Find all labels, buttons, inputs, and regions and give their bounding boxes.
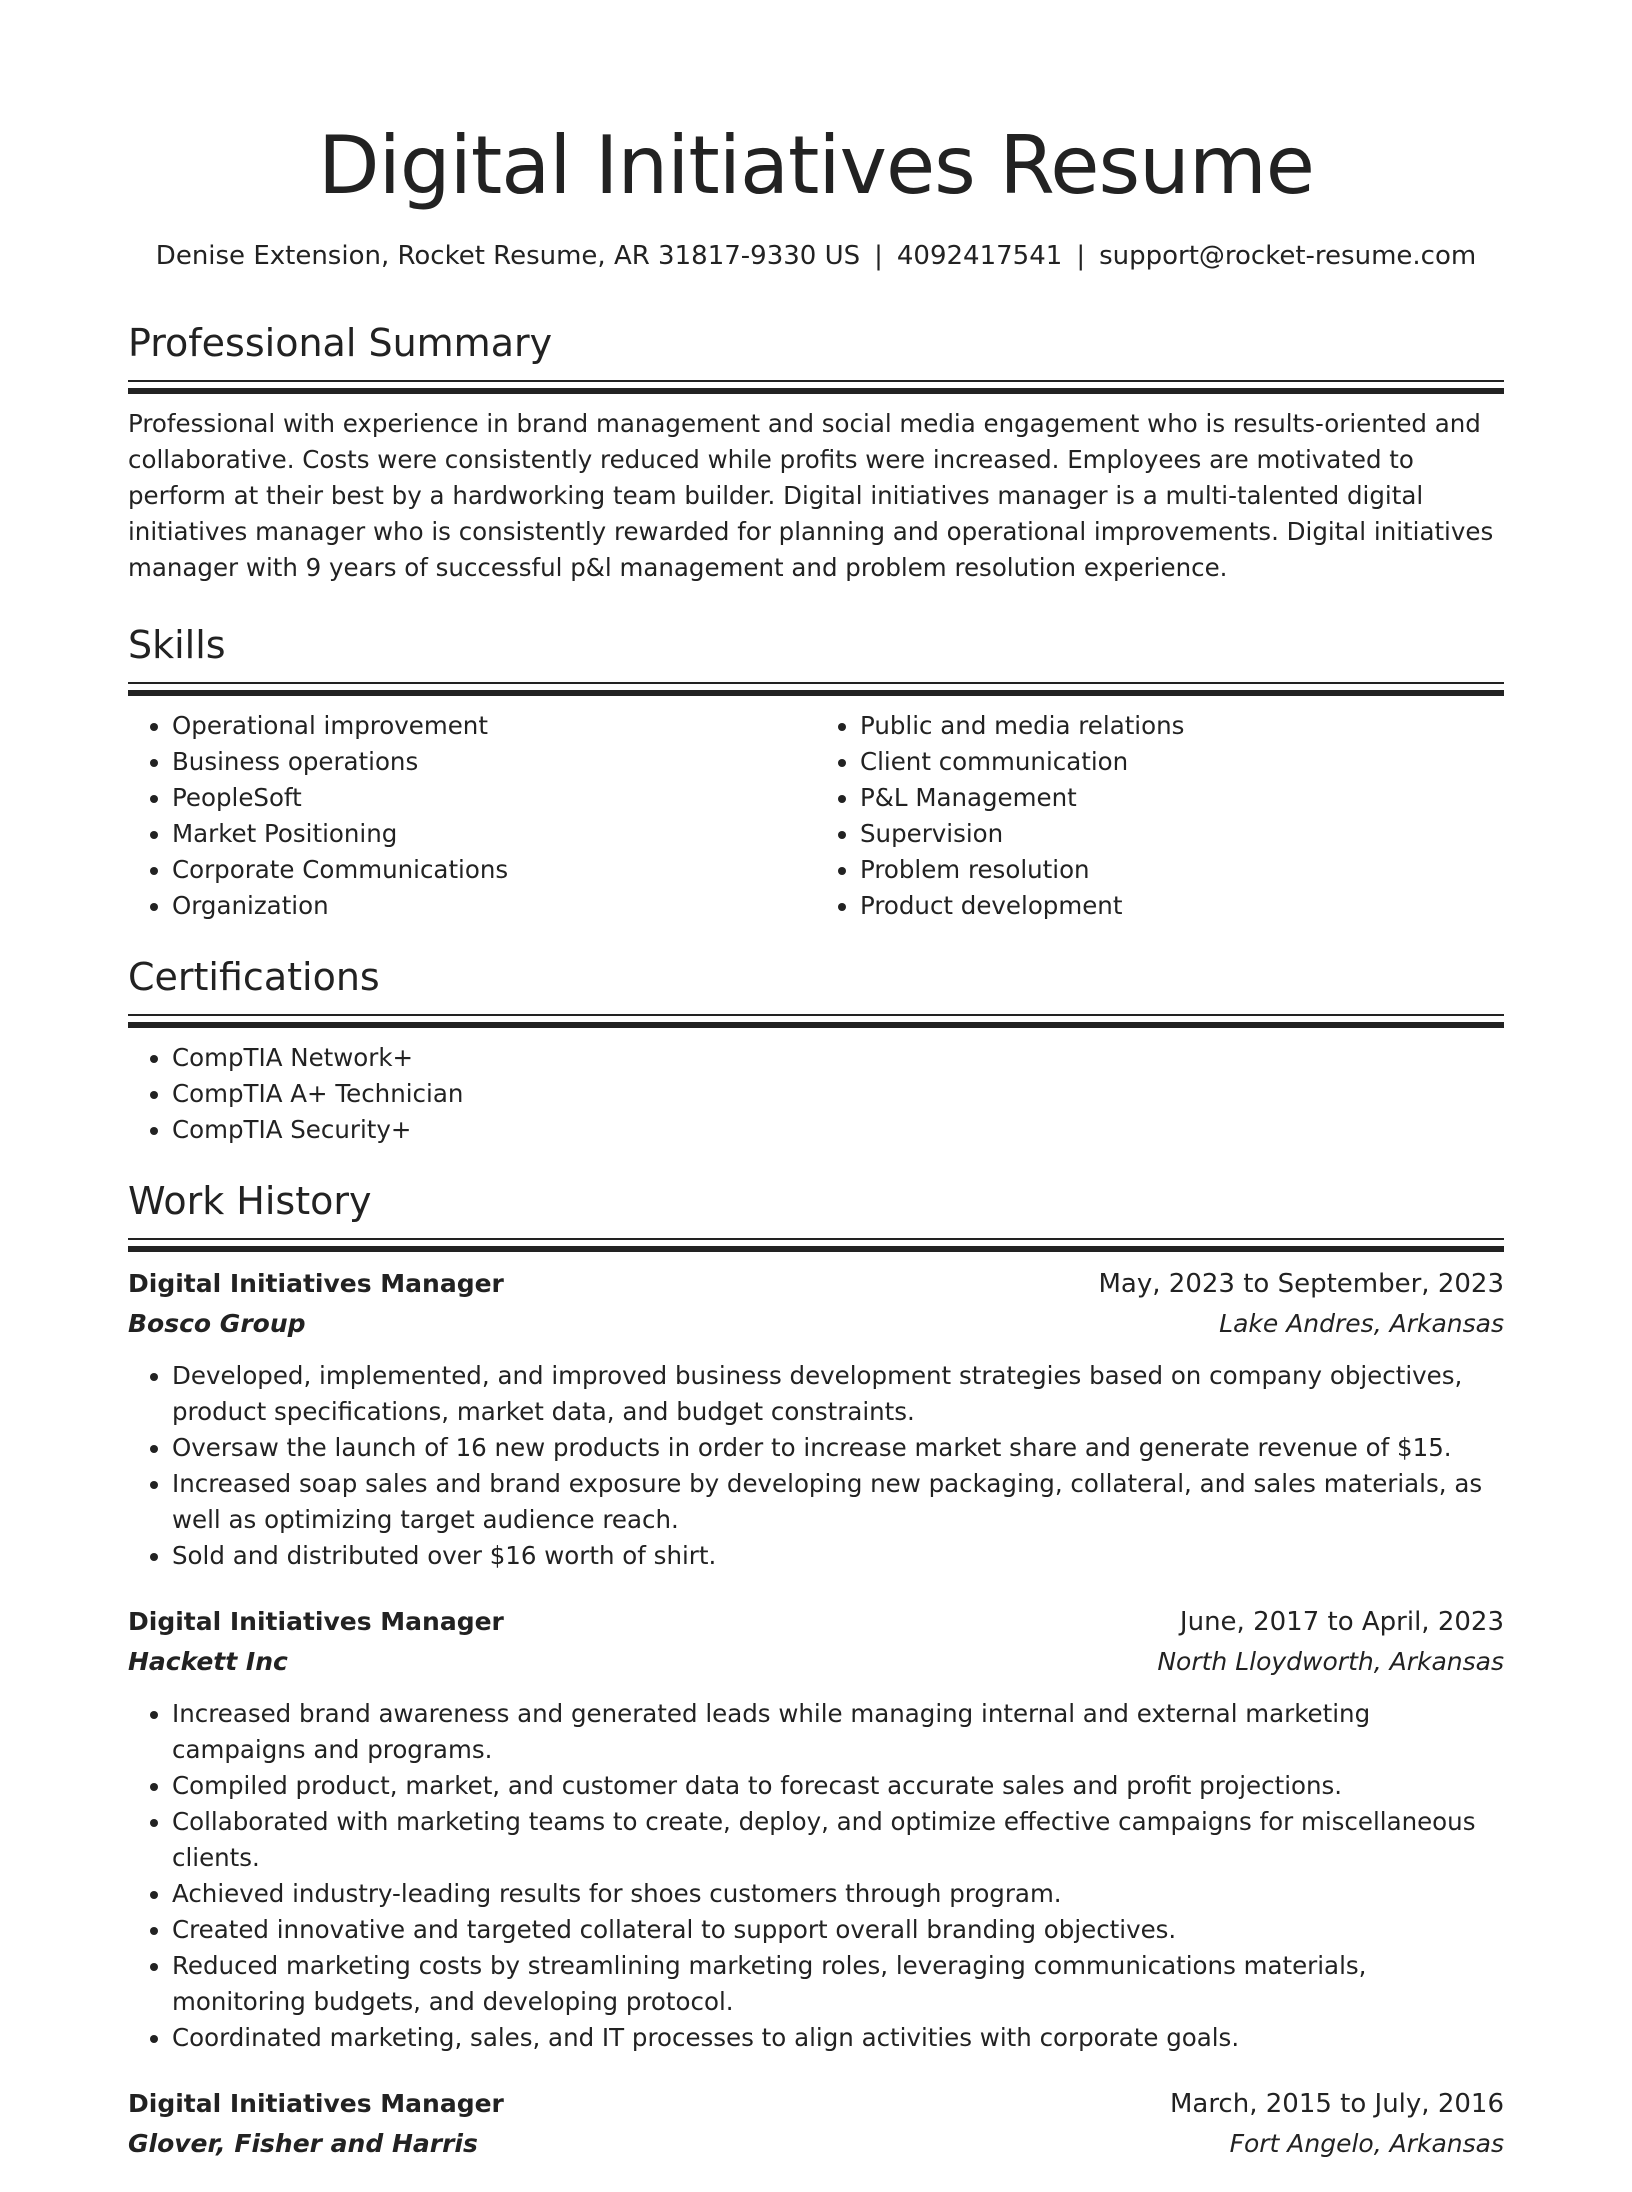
contact-separator: | xyxy=(874,241,883,271)
skills-section xyxy=(128,620,1504,924)
job-bullet: • Sold and distributed over $16 worth of shirt. xyxy=(172,1538,1504,1574)
skills-columns xyxy=(128,708,1504,924)
job-bullet: • Achieved industry-leading results for shoes customers through program. xyxy=(172,1876,1504,1912)
spacer xyxy=(128,924,1504,952)
skill-item: • Problem resolution xyxy=(860,852,1504,888)
section-divider xyxy=(128,1014,1504,1028)
job-bullet: • Developed, implemented, and improved business development strategies based on company objectives, product specifications, market data, and budget constraints. xyxy=(172,1358,1504,1430)
job-bullets xyxy=(128,1358,1504,1574)
skill-item: • Product development xyxy=(860,888,1504,924)
job-dates: March, 2015 to July, 2016 xyxy=(1169,2089,1504,2119)
resume-title: Digital Initiatives Resume xyxy=(317,119,1315,212)
job-header-row xyxy=(128,2084,1504,2124)
job-bullet: • Increased brand awareness and generated leads while managing internal and external marketing campaigns and programs. xyxy=(172,1696,1504,1768)
job-location: Lake Andres, Arkansas xyxy=(1219,1309,1504,1338)
certification-item: • CompTIA Security+ xyxy=(172,1112,1504,1148)
job-bullet: • Compiled product, market, and customer data to forecast accurate sales and profit projections. xyxy=(172,1768,1504,1804)
summary-text: Professional with experience in brand management and social media engagement who is results-oriented and collaborative. Costs were consistently reduced while profits were increased. Employees are motivated to perform at their best by a hardworking team builder. Digital initiatives manager is a multi-talented digital initiatives manager who is consistently rewarded for planning and operational improvements. Digital initiatives manager with 9 years of successful p&l management and problem resolution experience. xyxy=(128,409,1494,582)
job-company: Bosco Group xyxy=(128,1309,306,1338)
job-dates: June, 2017 to April, 2023 xyxy=(1179,1607,1504,1637)
job-entry xyxy=(128,2084,1504,2164)
contact-address: Denise Extension, Rocket Resume, AR 31817-9330 US xyxy=(155,241,861,271)
job-company-row xyxy=(128,1642,1504,1682)
certifications-list xyxy=(128,1040,1504,1148)
resume-content xyxy=(128,318,1504,2192)
certifications-heading: Certifications xyxy=(128,955,380,999)
skills-heading: Skills xyxy=(128,623,226,667)
skill-item: • Client communication xyxy=(860,744,1504,780)
contact-email[interactable]: support@rocket-resume.com xyxy=(1099,241,1477,271)
skill-item: • Market Positioning xyxy=(172,816,816,852)
work-history-section xyxy=(128,1176,1504,2164)
job-bullet: • Oversaw the launch of 16 new products in order to increase market share and generate revenue of $15. xyxy=(172,1430,1504,1466)
job-bullet: • Created innovative and targeted collateral to support overall branding objectives. xyxy=(172,1912,1504,1948)
job-company: Glover, Fisher and Harris xyxy=(128,2129,478,2158)
summary-heading: Professional Summary xyxy=(128,321,553,365)
skill-item: • Corporate Communications xyxy=(172,852,816,888)
job-bullets xyxy=(128,1696,1504,2056)
job-bullet: • Reduced marketing costs by streamlining marketing roles, leveraging communications materials, monitoring budgets, and developing protocol. xyxy=(172,1948,1504,2020)
contact-phone: 4092417541 xyxy=(896,241,1063,271)
job-company-row xyxy=(128,2124,1504,2164)
contact-line xyxy=(0,238,1632,274)
job-entry xyxy=(128,1602,1504,2056)
skill-item: • Supervision xyxy=(860,816,1504,852)
certifications-section xyxy=(128,952,1504,1148)
job-title: Digital Initiatives Manager xyxy=(128,1607,504,1636)
job-bullet: • Collaborated with marketing teams to create, deploy, and optimize effective campaigns for miscellaneous clients. xyxy=(172,1804,1504,1876)
spacer xyxy=(128,1148,1504,1176)
spacer xyxy=(128,586,1504,620)
certification-item: • CompTIA A+ Technician xyxy=(172,1076,1504,1112)
job-header-row xyxy=(128,1602,1504,1642)
job-bullet: • Coordinated marketing, sales, and IT processes to align activities with corporate goals. xyxy=(172,2020,1504,2056)
job-entry xyxy=(128,1264,1504,1574)
skill-item: • Organization xyxy=(172,888,816,924)
skill-item: • P&L Management xyxy=(860,780,1504,816)
skill-item: • Public and media relations xyxy=(860,708,1504,744)
job-bullet: • Increased soap sales and brand exposure by developing new packaging, collateral, and sales materials, as well as optimizing target audience reach. xyxy=(172,1466,1504,1538)
work-history-heading: Work History xyxy=(128,1179,372,1223)
job-title: Digital Initiatives Manager xyxy=(128,1269,504,1298)
job-header-row xyxy=(128,1264,1504,1304)
job-location: Fort Angelo, Arkansas xyxy=(1229,2129,1504,2158)
job-company-row xyxy=(128,1304,1504,1344)
job-dates: May, 2023 to September, 2023 xyxy=(1098,1269,1504,1299)
contact-separator: | xyxy=(1076,241,1086,271)
skill-item: • Operational improvement xyxy=(172,708,816,744)
section-divider xyxy=(128,682,1504,696)
skill-item: • PeopleSoft xyxy=(172,780,816,816)
certification-item: • CompTIA Network+ xyxy=(172,1040,1504,1076)
job-company: Hackett Inc xyxy=(128,1647,288,1676)
skills-left-list xyxy=(128,708,816,924)
skill-item: • Business operations xyxy=(172,744,816,780)
job-location: North Lloydworth, Arkansas xyxy=(1157,1647,1504,1676)
section-divider xyxy=(128,380,1504,394)
job-title: Digital Initiatives Manager xyxy=(128,2089,504,2118)
skills-right-list xyxy=(816,708,1504,924)
section-divider xyxy=(128,1238,1504,1252)
summary-section xyxy=(128,318,1504,586)
